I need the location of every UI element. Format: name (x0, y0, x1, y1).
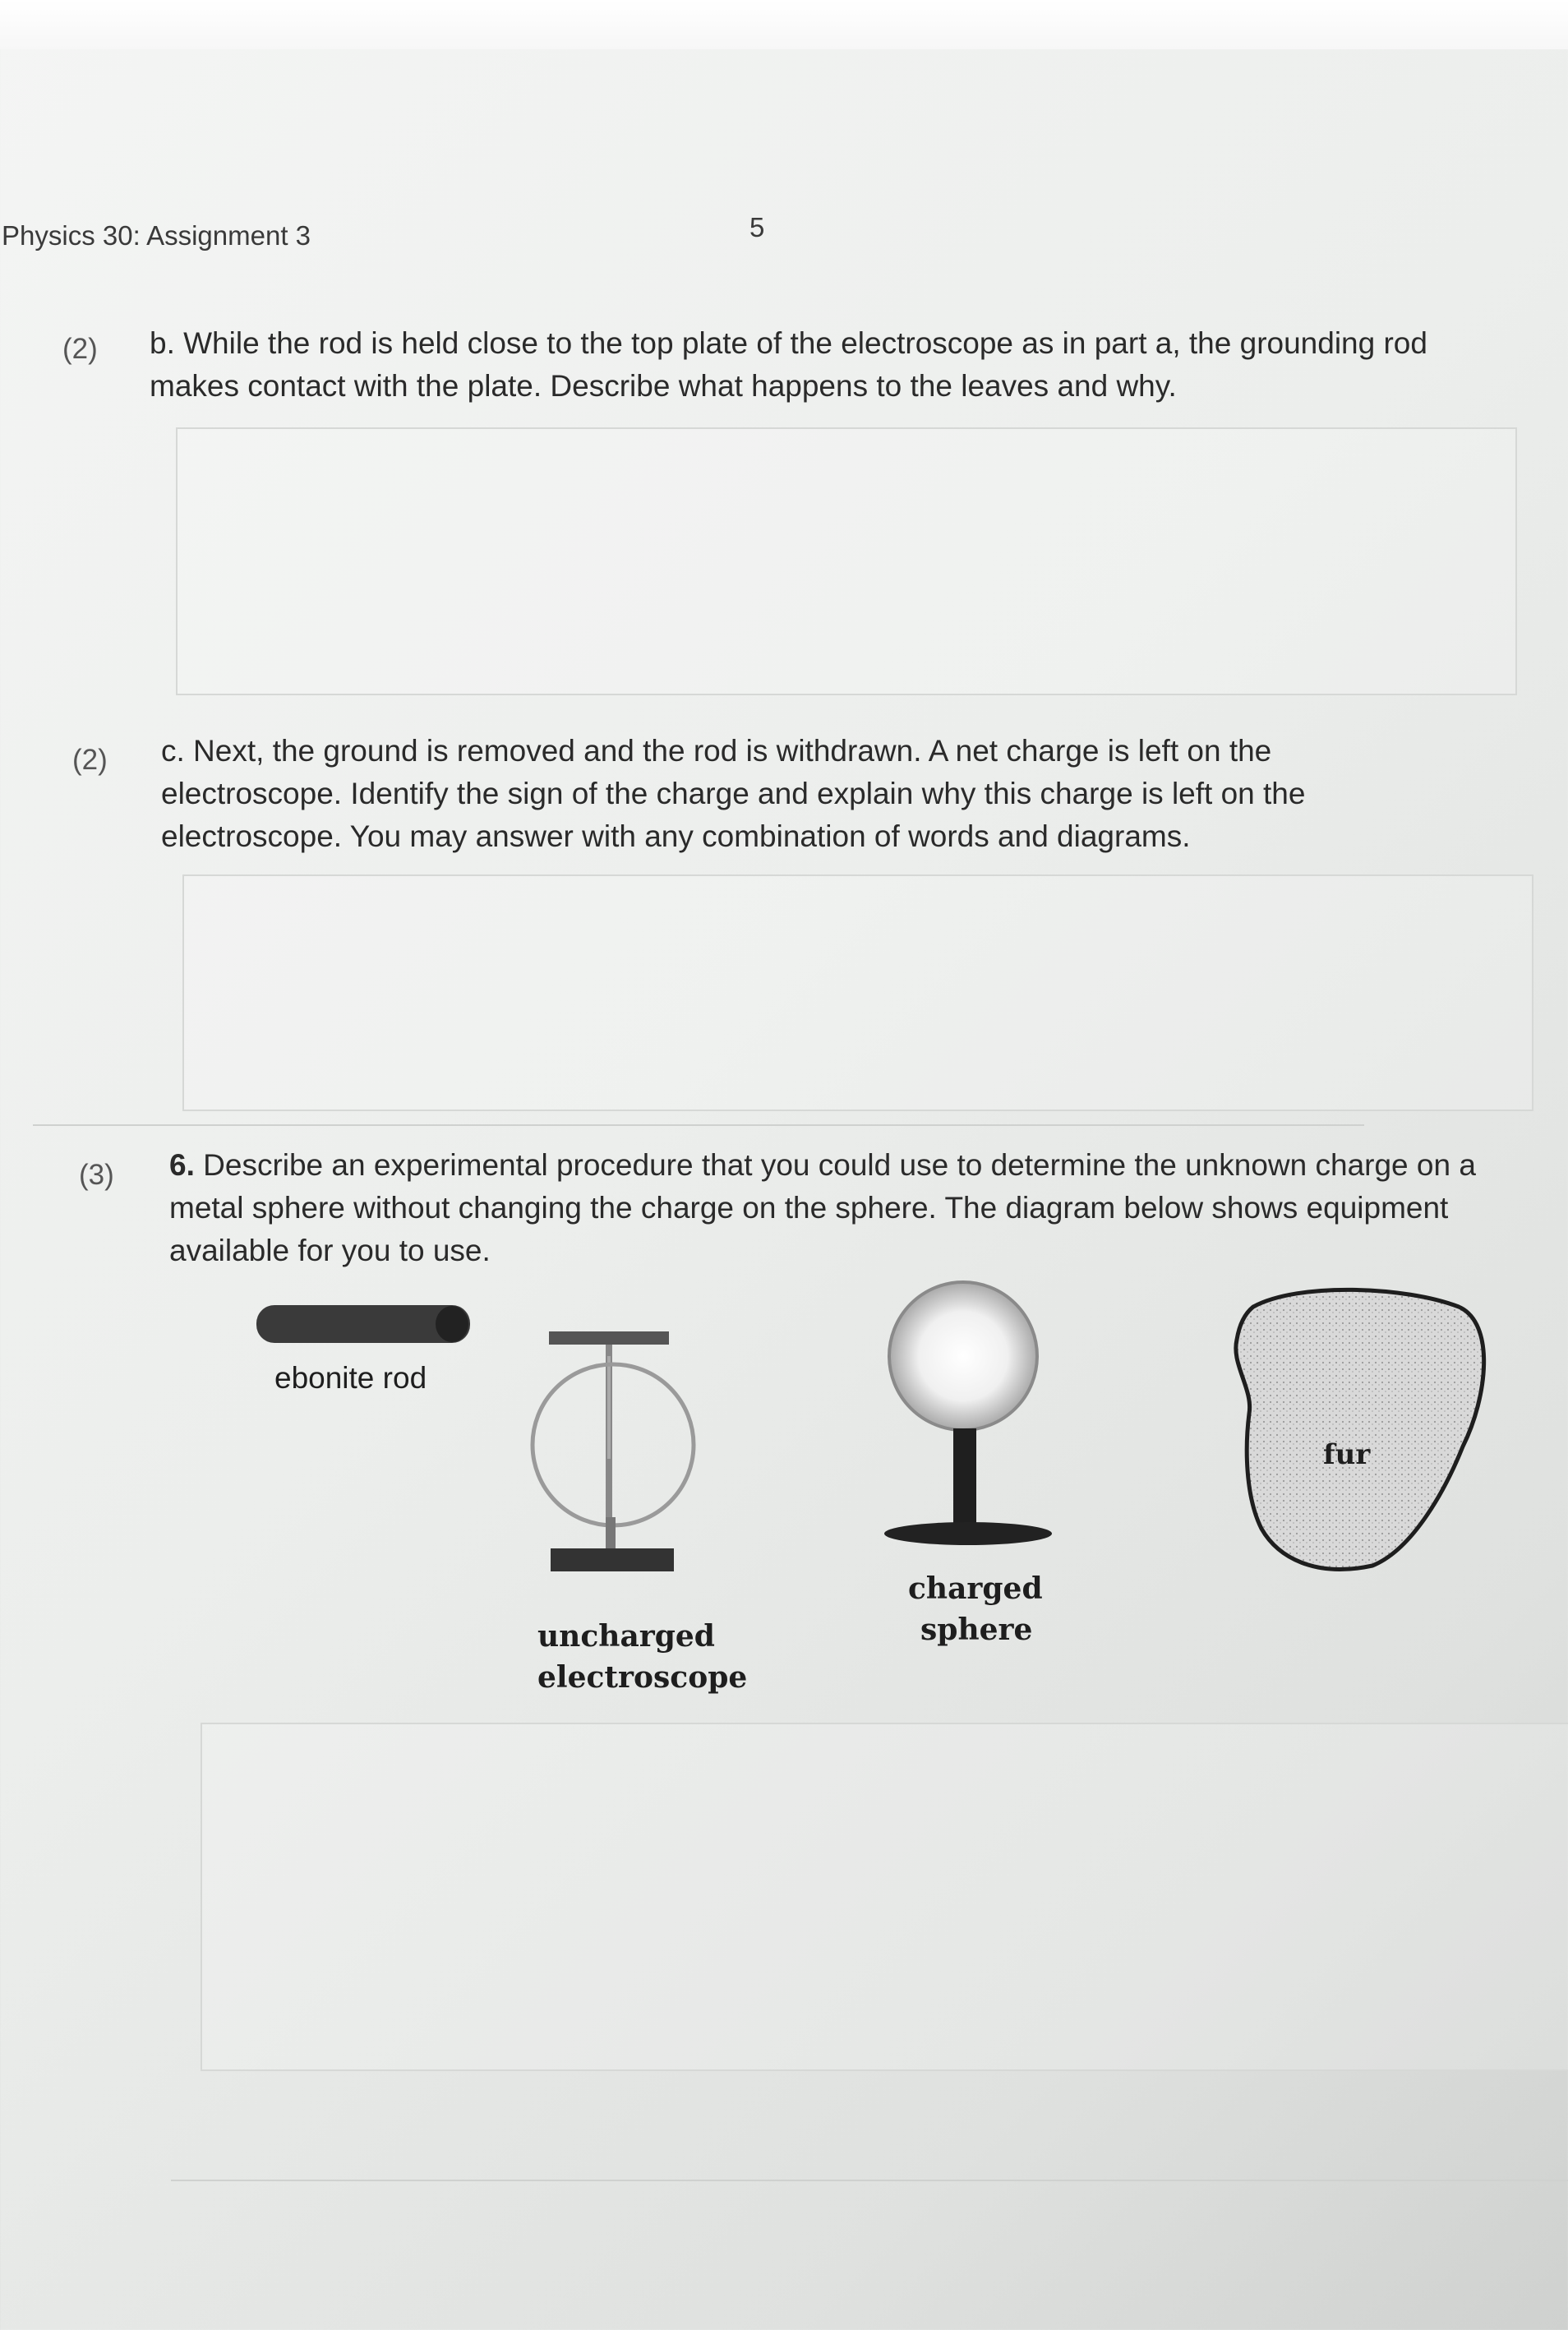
question-b-text: b. While the rod is held close to the top plate of the electroscope as in part a, the grounding rod makes contact with the plate. Describe what happens to the leaves and why. (150, 326, 1427, 403)
fur-icon (1236, 1290, 1484, 1569)
question-6-marks: (3) (79, 1159, 114, 1191)
answer-box-6[interactable] (201, 1723, 1568, 2071)
sphere-label-line1: charged (908, 1571, 1043, 1606)
fur-label: fur (1323, 1438, 1371, 1471)
electroscope-label-line2: electroscope (537, 1660, 748, 1695)
electroscope-icon (533, 1331, 694, 1571)
assignment-title: Physics 30: Assignment 3 (2, 220, 311, 251)
charged-sphere-icon (884, 1282, 1052, 1545)
question-6-number: 6. (169, 1148, 195, 1182)
question-b-marks: (2) (62, 333, 98, 365)
bottom-rule (171, 2180, 1568, 2181)
question-c-text: c. Next, the ground is removed and the rod is withdrawn. A net charge is left on the electroscope. Identify the sign of the charge and explain why this charge is left on the electroscope. You may answer with any combination of words and diagrams. (161, 734, 1306, 853)
question-c-marks: (2) (72, 744, 108, 776)
sphere-label-line2: sphere (920, 1613, 1033, 1647)
page-number: 5 (749, 212, 765, 242)
ebonite-rod-label: ebonite rod (274, 1361, 427, 1395)
question-6-body: Describe an experimental procedure that you could use to determine the unknown charge on a metal sphere without changing the charge on the sphere. The diagram below shows equipment available for you to use. (169, 1148, 1476, 1267)
electroscope-label-line1: uncharged (537, 1619, 715, 1654)
ebonite-rod-icon (256, 1305, 470, 1343)
